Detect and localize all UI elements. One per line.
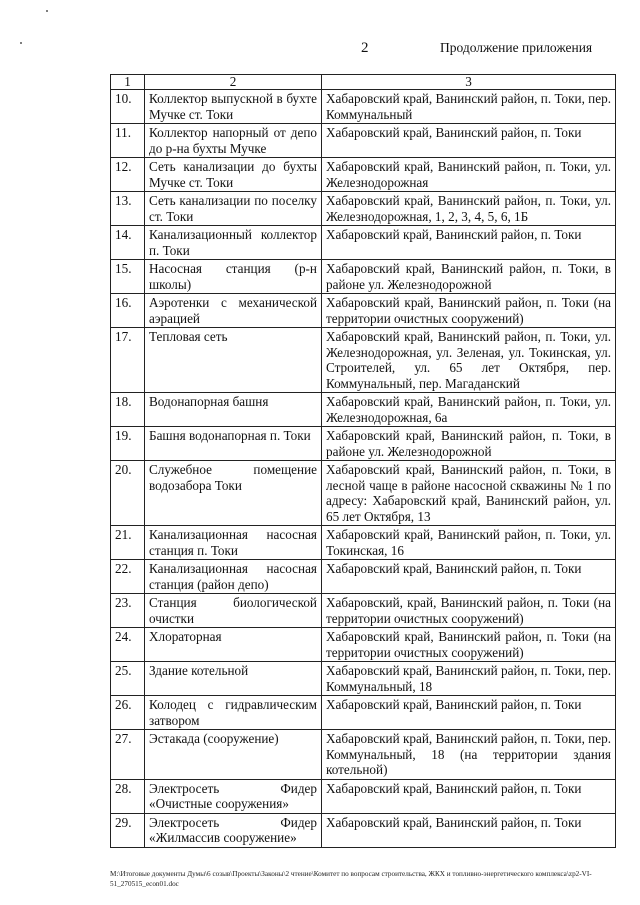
object-address: Хабаровский край, Ванинский район, п. Токи, ул. Железнодорожная, 1, 2, 3, 4, 5, 6, 1Б xyxy=(322,192,616,226)
column-header: 3 xyxy=(322,75,616,90)
table-row xyxy=(111,158,616,192)
object-address: Хабаровский, край, Ванинский район, п. Токи (на территории очистных сооружений) xyxy=(322,594,616,628)
footer-file-path: М:\Итоговые документы Думы\6 созыв\Проекты\Законы\2 чтение\Комитет по вопросам строительства, ЖКХ и топливно-энергетического комплекса\zp2-VI-51_270515_econ01.doc xyxy=(110,870,592,888)
table-row xyxy=(111,779,616,813)
object-name: Коллектор выпускной в бухте Мучке ст. Токи xyxy=(145,90,322,124)
table-row xyxy=(111,813,616,847)
row-number: 21. xyxy=(111,526,145,560)
row-number: 20. xyxy=(111,461,145,526)
row-number: 17. xyxy=(111,328,145,393)
table-row xyxy=(111,260,616,294)
scan-speck xyxy=(46,10,48,12)
table-row xyxy=(111,628,616,662)
row-number: 29. xyxy=(111,813,145,847)
object-address: Хабаровский край, Ванинский район, п. Токи xyxy=(322,124,616,158)
row-number: 16. xyxy=(111,294,145,328)
object-name: Электросеть Фидер «Жилмассив сооружение» xyxy=(145,813,322,847)
scan-speck xyxy=(20,42,22,44)
row-number: 19. xyxy=(111,427,145,461)
row-number: 15. xyxy=(111,260,145,294)
row-number: 14. xyxy=(111,226,145,260)
object-address: Хабаровский край, Ванинский район, п. Токи, ул. Железнодорожная, ул. Зеленая, ул. Токинская, ул. Строителей, ул. 65 лет Октября, пер. Коммунальный, пер. Магаданский xyxy=(322,328,616,393)
table-row xyxy=(111,328,616,393)
object-name: Башня водонапорная п. Токи xyxy=(145,427,322,461)
table-row xyxy=(111,427,616,461)
column-header: 2 xyxy=(145,75,322,90)
object-name: Водонапорная башня xyxy=(145,393,322,427)
object-name: Сеть канализации по поселку ст. Токи xyxy=(145,192,322,226)
row-number: 26. xyxy=(111,696,145,730)
table-row xyxy=(111,696,616,730)
object-name: Электросеть Фидер «Очистные сооружения» xyxy=(145,779,322,813)
row-number: 12. xyxy=(111,158,145,192)
table-row xyxy=(111,393,616,427)
table-row xyxy=(111,662,616,696)
row-number: 18. xyxy=(111,393,145,427)
table-row xyxy=(111,461,616,526)
object-name: Здание котельной xyxy=(145,662,322,696)
object-address: Хабаровский край, Ванинский район, п. Токи xyxy=(322,560,616,594)
table-header-row xyxy=(111,75,616,90)
object-name: Аэротенки с механической аэрацией xyxy=(145,294,322,328)
property-table xyxy=(110,74,616,848)
row-number: 27. xyxy=(111,730,145,780)
table-row xyxy=(111,192,616,226)
object-address: Хабаровский край, Ванинский район, п. Токи xyxy=(322,696,616,730)
column-header: 1 xyxy=(111,75,145,90)
table-row xyxy=(111,124,616,158)
page-number: 2 xyxy=(361,40,369,56)
row-number: 25. xyxy=(111,662,145,696)
object-address: Хабаровский край, Ванинский район, п. Токи xyxy=(322,226,616,260)
row-number: 10. xyxy=(111,90,145,124)
object-name: Колодец с гидравлическим затвором xyxy=(145,696,322,730)
row-number: 28. xyxy=(111,779,145,813)
row-number: 23. xyxy=(111,594,145,628)
object-address: Хабаровский край, Ванинский район, п. Токи, пер. Коммунальный, 18 xyxy=(322,662,616,696)
object-address: Хабаровский край, Ванинский район, п. Токи, в районе ул. Железнодорожной xyxy=(322,427,616,461)
table-row xyxy=(111,294,616,328)
table-row xyxy=(111,594,616,628)
object-name: Насосная станция (р-н школы) xyxy=(145,260,322,294)
object-address: Хабаровский край, Ванинский район, п. Токи, ул. Железнодорожная, 6а xyxy=(322,393,616,427)
object-name: Коллектор напорный от депо до р-на бухты Мучке xyxy=(145,124,322,158)
table-row xyxy=(111,730,616,780)
table-row xyxy=(111,526,616,560)
object-name: Служебное помещение водозабора Токи xyxy=(145,461,322,526)
row-number: 24. xyxy=(111,628,145,662)
row-number: 13. xyxy=(111,192,145,226)
object-name: Хлораторная xyxy=(145,628,322,662)
object-address: Хабаровский край, Ванинский район, п. Токи, пер. Коммунальный xyxy=(322,90,616,124)
row-number: 11. xyxy=(111,124,145,158)
object-address: Хабаровский край, Ванинский район, п. Токи, в районе ул. Железнодорожной xyxy=(322,260,616,294)
object-address: Хабаровский край, Ванинский район, п. Токи, в лесной чаще в районе насосной скважины № 1 по адресу: Хабаровский край, Ванинский район, ул. 65 лет Октября, 13 xyxy=(322,461,616,526)
table-row xyxy=(111,560,616,594)
object-address: Хабаровский край, Ванинский район, п. Токи, ул. Токинская, 16 xyxy=(322,526,616,560)
object-address: Хабаровский край, Ванинский район, п. Токи (на территории очистных сооружений) xyxy=(322,628,616,662)
object-name: Тепловая сеть xyxy=(145,328,322,393)
page-header-title: Продолжение приложения xyxy=(440,40,593,55)
object-address: Хабаровский край, Ванинский район, п. Токи, ул. Железнодорожная xyxy=(322,158,616,192)
object-name: Канализационный коллектор п. Токи xyxy=(145,226,322,260)
object-address: Хабаровский край, Ванинский район, п. Токи (на территории очистных сооружений) xyxy=(322,294,616,328)
object-address: Хабаровский край, Ванинский район, п. Токи xyxy=(322,813,616,847)
object-name: Канализационная насосная станция (район депо) xyxy=(145,560,322,594)
table-row xyxy=(111,226,616,260)
object-address: Хабаровский край, Ванинский район, п. Токи xyxy=(322,779,616,813)
object-name: Эстакада (сооружение) xyxy=(145,730,322,780)
object-name: Сеть канализации до бухты Мучке ст. Токи xyxy=(145,158,322,192)
table-row xyxy=(111,90,616,124)
row-number: 22. xyxy=(111,560,145,594)
object-address: Хабаровский край, Ванинский район, п. Токи, пер. Коммунальный, 18 (на территории здания котельной) xyxy=(322,730,616,780)
object-name: Станция биологической очистки xyxy=(145,594,322,628)
object-name: Канализационная насосная станция п. Токи xyxy=(145,526,322,560)
